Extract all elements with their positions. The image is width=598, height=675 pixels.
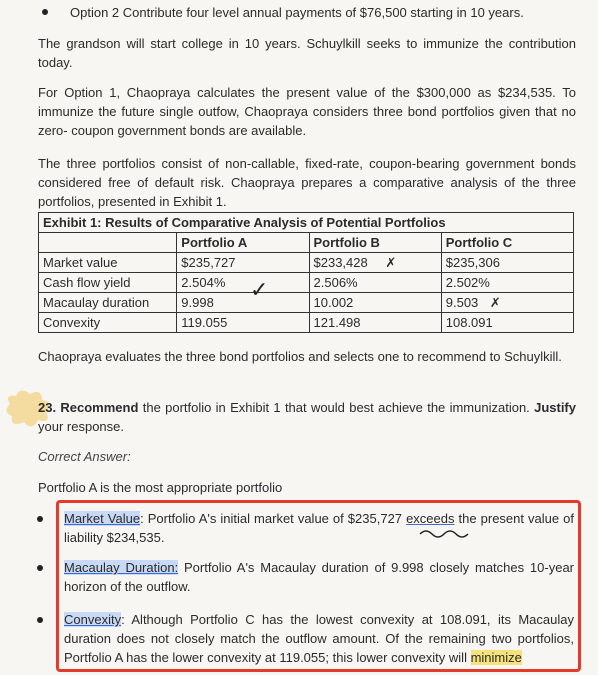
cell-b: 121.498 — [309, 313, 441, 333]
term-convexity: Convexity — [64, 612, 122, 627]
cell-b: 2.506% — [309, 273, 441, 293]
cell-a: 119.055 — [177, 313, 309, 333]
bullet-dot — [42, 9, 48, 15]
cell-c: 2.502% — [441, 273, 573, 293]
term-macaulay-duration: Macaulay Duration: — [64, 560, 179, 575]
exhibit-table — [38, 212, 574, 333]
bullet-dot — [37, 516, 43, 522]
answer-statement: Portfolio A is the most appropriate portfolio — [38, 480, 283, 495]
highlight-minimize: minimize — [470, 650, 522, 665]
cell-b: $233,428 ✗ — [309, 253, 441, 273]
table-row — [39, 313, 574, 333]
header-blank — [39, 233, 177, 253]
paragraph-portfolios: The three portfolios consist of non-callable, fixed-rate, coupon-bearing government bonds considered free of default risk. Chaopraya prepares a comparative analysis of the three portfolios, presented in Exhibit 1. — [38, 156, 576, 209]
exhibit-caption: Exhibit 1: Results of Comparative Analysis of Potential Portfolios — [39, 213, 574, 233]
question-end: your response. — [38, 419, 124, 434]
cell-a: $235,727 — [177, 253, 309, 273]
question-keyword-justify: Justify — [534, 400, 576, 415]
row-label: Market value — [39, 253, 177, 273]
squiggle-mark-icon — [418, 528, 478, 538]
answer-label: Correct Answer: — [38, 449, 131, 464]
option2-text: Option 2 Contribute four level annual payments of $76,500 starting in 10 years. — [70, 5, 524, 20]
cell-a: 9.998 — [177, 293, 309, 313]
table-row — [39, 273, 574, 293]
question-23 — [38, 398, 576, 436]
bullet-dot — [37, 617, 43, 623]
header-portfolio-b: Portfolio B — [309, 233, 441, 253]
answer-bullet-market-value: Market Value: Portfolio A's initial market value of $235,727 exceeds the present value of liability $234,535. — [64, 511, 574, 545]
answer-bullet-duration: Macaulay Duration: Portfolio A's Macaulay duration of 9.998 closely matches 10-year horizon of the outflow. — [64, 560, 574, 594]
header-portfolio-c: Portfolio C — [441, 233, 573, 253]
paragraph-option1: For Option 1, Chaopraya calculates the present value of the $300,000 as $234,535. To immunize the future single outfow, Chaopraya considers three bond portfolios given that no zero- coupon government bonds are available. — [38, 85, 576, 138]
table-row — [39, 253, 574, 273]
check-mark: ✓ — [250, 277, 269, 302]
bullet-dot — [37, 565, 43, 571]
paragraph-evaluation: Chaopraya evaluates the three bond portfolios and selects one to recommend to Schuylkill. — [38, 349, 562, 364]
cell-c: 108.091 — [441, 313, 573, 333]
question-text: the portfolio in Exhibit 1 that would best achieve the immunization. — [138, 400, 535, 415]
key-exceeds: exceeds — [406, 511, 455, 526]
cell-c: $235,306 — [441, 253, 573, 273]
cell-b: 10.002 — [309, 293, 441, 313]
row-label: Convexity — [39, 313, 177, 333]
term-market-value: Market Value — [64, 511, 141, 526]
cross-mark: ✗ — [385, 255, 397, 270]
answer-bullet-convexity: Convexity: Although Portfolio C has the lowest convexity at 108.091, its Macaulay duration does not closely match the outflow amount. Of the remaining two portfolios, Portfolio A has the lower convexity at 119.055; this lower convexity will minimize — [64, 612, 574, 665]
row-label: Cash flow yield — [39, 273, 177, 293]
cell-a: 2.504% — [177, 273, 309, 293]
table-row — [39, 293, 574, 313]
cross-mark: ✗ — [489, 295, 501, 310]
question-number: 23. — [38, 400, 57, 415]
question-keyword-recommend: Recommend — [60, 400, 139, 415]
cell-c: 9.503 ✗ — [441, 293, 573, 313]
header-portfolio-a: Portfolio A — [177, 233, 309, 253]
paragraph-grandson: The grandson will start college in 10 years. Schuylkill seeks to immunize the contribution today. — [38, 36, 576, 70]
row-label: Macaulay duration — [39, 293, 177, 313]
